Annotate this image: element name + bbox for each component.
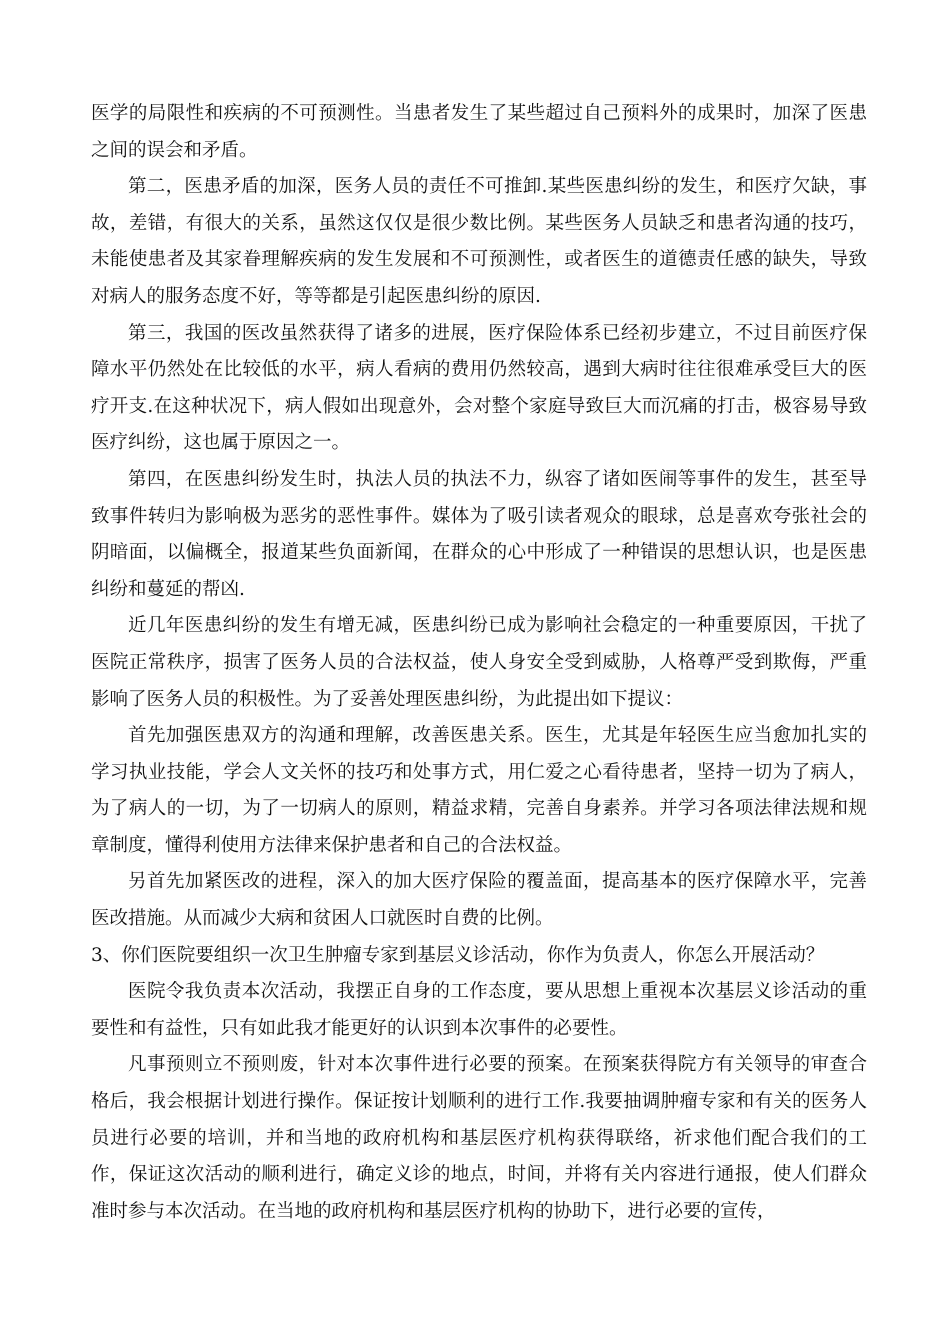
- paragraph-6: 首先加强医患双方的沟通和理解，改善医患关系。医生，尤其是年轻医生应当愈加扎实的学习执业技能，学会人文关怀的技巧和处事方式，用仁爱之心看待患者，坚持一切为了病人，为了病人的一切，为了一切病人的原则，精益求精，完善自身素养。并学习各项法律法规和规章制度，懂得利使用方法律来保护患者和自己的合法权益。: [91, 725, 867, 856]
- paragraph-5: 近几年医患纠纷的发生有增无减，医患纠纷已成为影响社会稳定的一种重要原因，干扰了医院正常秩序，损害了医务人员的合法权益，使人身安全受到威胁，人格尊严受到欺侮，严重影响了医务人员的积极性。为了妥善处理医患纠纷，为此提出如下提议：: [91, 615, 867, 710]
- paragraph-1: 医学的局限性和疾病的不可预测性。当患者发生了某些超过自己预料外的成果时，加深了医患之间的误会和矛盾。: [91, 103, 867, 161]
- question-heading: 3、你们医院要组织一次卫生肿瘤专家到基层义诊活动，你作为负责人，你怎么开展活动？: [91, 944, 825, 966]
- paragraph-9: 医院令我负责本次活动，我摆正自身的工作态度，要从思想上重视本次基层义诊活动的重要性和有益性，只有如此我才能更好的认识到本次事件的必要性。: [91, 981, 867, 1039]
- paragraph-2: 第二，医患矛盾的加深，医务人员的责任不可推卸.某些医患纠纷的发生，和医疗欠缺，事故，差错，有很大的关系，虽然这仅仅是很少数比例。某些医务人员缺乏和患者沟通的技巧，未能使患者及其家眷理解疾病的发生发展和不可预测性，或者医生的道德责任感的缺失，导致对病人的服务态度不好，等等都是引起医患纠纷的原因.: [91, 176, 867, 307]
- document-body: [91, 96, 867, 1230]
- paragraph-7: 另首先加紧医改的进程，深入的加大医疗保险的覆盖面，提高基本的医疗保障水平，完善医改措施。从而减少大病和贫困人口就医时自费的比例。: [91, 871, 867, 930]
- paragraph-4: 第四，在医患纠纷发生时，执法人员的执法不力，纵容了诸如医闹等事件的发生，甚至导致事件转归为影响极为恶劣的恶性事件。媒体为了吸引读者观众的眼球，总是喜欢夸张社会的阴暗面，以偏概全，报道某些负面新闻，在群众的心中形成了一种错误的思想认识，也是医患纠纷和蔓延的帮凶.: [91, 468, 867, 600]
- paragraph-3: 第三，我国的医改虽然获得了诸多的进展，医疗保险体系已经初步建立，不过目前医疗保障水平仍然处在比较低的水平，病人看病的费用仍然较高，遇到大病时往往很难承受巨大的医疗开支.在这种状况下，病人假如出现意外，会对整个家庭导致巨大而沉痛的打击，极容易导致医疗纠纷，这也属于原因之一。: [91, 322, 867, 454]
- paragraph-10: 凡事预则立不预则废，针对本次事件进行必要的预案。在预案获得院方有关领导的审查合格后，我会根据计划进行操作。保证按计划顺利的进行工作.我要抽调肿瘤专家和有关的医务人员进行必要的培训，并和当地的政府机构和基层医疗机构获得联络，祈求他们配合我们的工作，保证这次活动的顺利进行，确定义诊的地点，时间，并将有关内容进行通报，使人们群众准时参与本次活动。在当地的政府机构和基层医疗机构的协助下，进行必要的宣传，: [91, 1054, 867, 1222]
